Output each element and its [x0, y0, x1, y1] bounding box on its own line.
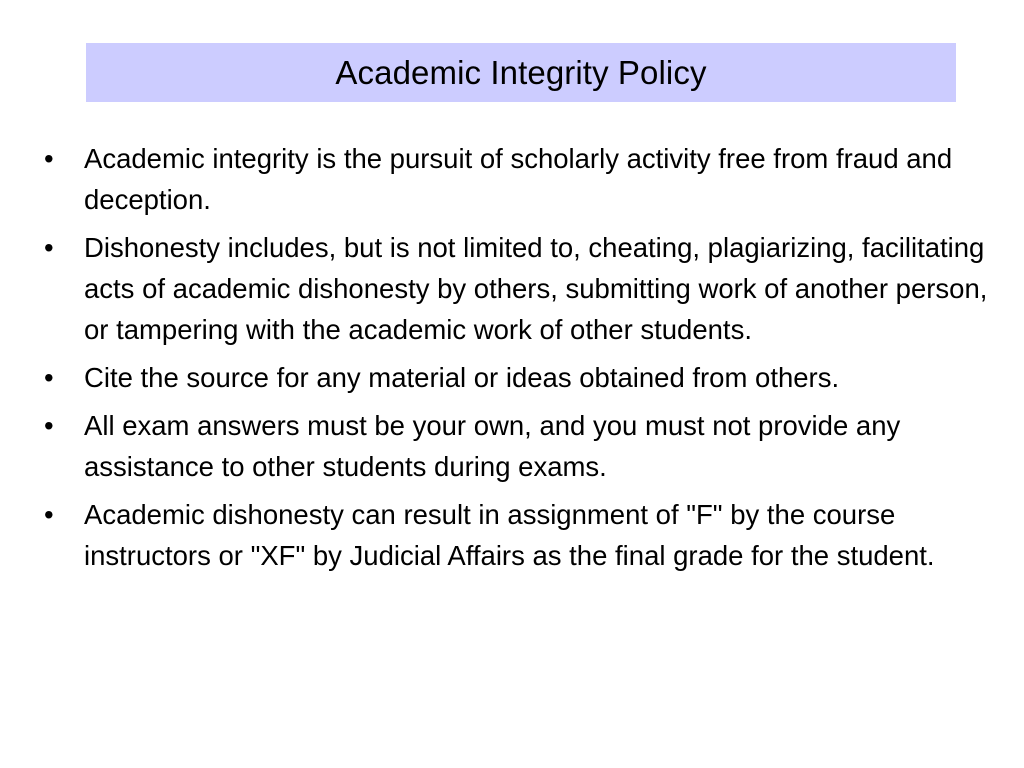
title-bar [86, 43, 956, 102]
bullet-text: All exam answers must be your own, and you must not provide any assistance to other students during exams. [84, 410, 901, 482]
bullet-text: Cite the source for any material or ideas obtained from others. [84, 362, 840, 393]
bullet-icon: • [44, 143, 54, 174]
bullet-icon: • [44, 232, 54, 263]
bullet-item [44, 227, 994, 350]
bullet-item [44, 357, 994, 398]
bullet-item [44, 405, 994, 487]
bullet-item [44, 494, 994, 576]
bullet-icon: • [44, 362, 54, 393]
bullet-icon: • [44, 499, 54, 530]
bullet-text: Academic integrity is the pursuit of scholarly activity free from fraud and deception. [84, 143, 953, 215]
slide-title: Academic Integrity Policy [335, 54, 707, 91]
bullet-text: Dishonesty includes, but is not limited to, cheating, plagiarizing, facilitating acts of academic dishonesty by others, submitting work of another person, or tampering with the academic work of other students. [84, 232, 988, 345]
bullet-icon: • [44, 410, 54, 441]
bullet-list [44, 138, 994, 583]
bullet-item [44, 138, 994, 220]
bullet-text: Academic dishonesty can result in assignment of "F" by the course instructors or "XF" by Judicial Affairs as the final grade for the student. [84, 499, 935, 571]
